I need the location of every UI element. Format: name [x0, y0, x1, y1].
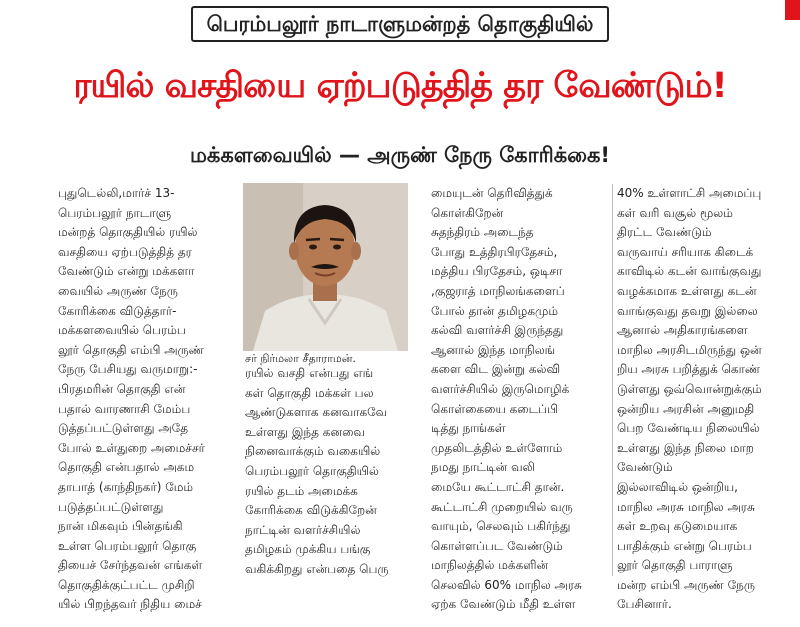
text-line: புதுடெல்லி,மார்ச் 13- — [58, 186, 175, 200]
text-line: வாங்குவது தவறு இல்லை — [617, 303, 758, 318]
portrait-illustration — [243, 183, 408, 351]
text-line: மாநில அரசு மாநில அரசு — [617, 499, 755, 514]
text-line: கள் வரி வசூல் மூலம் — [617, 205, 733, 220]
text-line: கொள்கையை கடைப்பி — [431, 401, 559, 416]
text-line: டுள்ளது ஒவ்வொன்றுக்கும் — [617, 381, 762, 396]
text-line: வாயும், செலவும் பகிர்ந்து — [431, 519, 571, 534]
photo-caption: சர் நிர்மலா சீதாராமன். — [245, 352, 356, 365]
text-line: ஆனால் அதிகாரங்களை — [617, 323, 748, 338]
text-line: பதால் வாரணாசி மேம்ப — [58, 401, 191, 416]
text-line: பெரம்பலூர் நாடாளு — [58, 205, 172, 220]
text-line: கொள்கிறேன் — [431, 205, 504, 220]
column-2 — [245, 364, 423, 580]
text-line: மன்றத் தொகுதியில் ரயில் — [58, 225, 198, 240]
text-line: சுதந்திரம் அடைந்த — [431, 225, 534, 240]
text-line: கல்வி வளர்ச்சி இருந்தது — [431, 323, 564, 338]
text-line: உள்ளது இந்த நிலை மாற — [617, 440, 754, 455]
text-line: கள் தொகுதி மக்கள் பல — [245, 385, 374, 400]
text-line: போல் தான் தமிழகமும் — [431, 303, 558, 318]
text-line: காவிடில் கடன் வாங்குவது — [617, 264, 762, 279]
text-line: நேரு பேசியது வருமாறு:- — [58, 362, 198, 377]
text-line: டுத்தப்பட்டுள்ளது அதே — [58, 421, 189, 436]
text-line: வகிக்கிறது என்பதை பெரு — [245, 561, 389, 576]
text-line: படுத்தப்பட்டுள்ளது — [58, 499, 164, 514]
text-line: களை விட இன்று கல்வி — [431, 362, 561, 377]
text-line: 40% உள்ளாட்சி அமைப்பு — [617, 186, 762, 200]
text-line: இல்லாவிடில் ஒன்றிய, — [617, 479, 738, 494]
text-line: பேசினார். — [617, 597, 672, 612]
text-line: மையுடன் தெரிவித்துக் — [431, 186, 553, 200]
text-line: கூட்டாட்சி முறையில் வரு — [431, 499, 573, 514]
text-line: கொள்ளப்பட வேண்டும் — [431, 538, 563, 553]
text-line: தியைச் சேர்ந்தவன் எங்கள் — [58, 558, 203, 573]
text-line: ,குஜராத் மாநிலங்களைப் — [431, 283, 565, 298]
text-line: வசதியை ஏற்படுத்தித் தர — [58, 244, 192, 259]
text-line: வேண்டும் — [617, 460, 673, 475]
column-1 — [58, 184, 236, 615]
text-line: றிய அரசு பறித்துக் கொண் — [617, 362, 761, 377]
text-line: யில் பிறந்தவர் நிதிய மைச் — [58, 597, 202, 612]
text-line: வருவாய் சரியாக கிடைக் — [617, 244, 754, 259]
text-line: நமது நாட்டின் வலி — [431, 460, 535, 475]
text-line: டித்து நாங்கள் — [431, 421, 506, 436]
text-line: முதலிடத்தில் உள்ளோம் — [431, 440, 563, 455]
text-line: மாநிலத்தில் மக்களின் — [431, 558, 549, 573]
text-line: ஆண்டுகளாக கனவாகவே — [245, 405, 388, 420]
kicker-wrap — [0, 6, 800, 42]
text-line: லூர் தொகுதி எம்பி அருண் — [58, 342, 204, 357]
column-4 — [617, 184, 795, 615]
text-line: வையில் அருண் நேரு — [58, 283, 178, 298]
headline: ரயில் வசதியை ஏற்படுத்தித் தர வேண்டும்! — [73, 66, 727, 106]
column-3 — [431, 184, 609, 615]
text-line: திரட்ட வேண்டும் — [617, 225, 712, 240]
text-line: தாபாத் (காந்திநகர்) மேம் — [58, 479, 194, 494]
text-line: ரயில் வசதி என்பது எங் — [245, 366, 374, 380]
text-line: லூர் தொகுதி பாராளு — [617, 558, 733, 573]
text-line: வேண்டும் என்று மக்களா — [58, 264, 195, 279]
text-line: வளர்ச்சியில் இருமொழிக் — [431, 381, 570, 396]
text-line: உள்ள பெரம்பலூர் தொகு — [58, 538, 197, 553]
text-line: மன்ற எம்பி அருண் நேரு — [617, 577, 755, 592]
text-line: நாட்டின் வளர்ச்சியில் — [245, 522, 361, 537]
text-line: ஒன்றிய அரசின் அனுமதி — [617, 401, 755, 416]
text-line: மாநில அரசிடமிருந்து ஒன் — [617, 342, 762, 357]
text-line: தமிழகம் முக்கிய பங்கு — [245, 542, 371, 557]
subheadline: மக்களவையில் — அருண் நேரு கோரிக்கை! — [189, 143, 611, 167]
text-line: போல் உள்துறை அமைச்சர் — [58, 440, 205, 455]
text-line: பாதிக்கும் என்று பெரம்ப — [617, 538, 752, 553]
text-line: தொகுதி என்பதால் அகம — [58, 460, 195, 475]
text-line: வழக்கமாக உள்ளது கடன் — [617, 283, 757, 298]
text-line: தொகுதிக்குட்பட்ட முசிறி — [58, 577, 195, 592]
text-line: கள் உறவு கடுமையாக — [617, 519, 738, 534]
text-line: மக்களவையில் பெரம்ப — [58, 323, 186, 338]
text-line: ஏற்க வேண்டும் மீதி உள்ள — [431, 597, 576, 612]
text-line: மத்திய பிரதேசம், ஒடிசா — [431, 264, 563, 279]
text-line: நான் மிகவும் பின்தங்கி — [58, 519, 183, 534]
text-line: நினைவாக்கும் வகையில் — [245, 444, 381, 459]
text-line: செலவில் 60% மாநில அரசு — [431, 577, 582, 592]
text-line: உள்ளது இந்த கனவை — [245, 424, 365, 439]
text-line: ரயில் தடம் அமைக்க — [245, 483, 358, 498]
text-line: போது உத்திரபிரதேசம், — [431, 244, 558, 259]
text-line: பிரதமரின் தொகுதி என் — [58, 381, 186, 396]
text-line: பெரம்பலூர் தொகுதியில் — [245, 463, 379, 478]
text-line: பெற வேண்டிய நிலையில் — [617, 421, 760, 436]
text-line: ஆனால் இந்த மாநிலங் — [431, 342, 556, 357]
kicker: பெரம்பலூர் நாடாளுமன்றத் தொகுதியில் — [191, 6, 610, 42]
text-line: கோரிக்கை விடுக்கிறேன் — [245, 503, 377, 518]
text-line: மையே கூட்டாட்சி தான். — [431, 479, 565, 494]
text-line: கோரிக்கை விடுத்தார்- — [58, 303, 177, 318]
photo-arun-nehru — [243, 183, 408, 351]
column-divider — [612, 184, 613, 576]
